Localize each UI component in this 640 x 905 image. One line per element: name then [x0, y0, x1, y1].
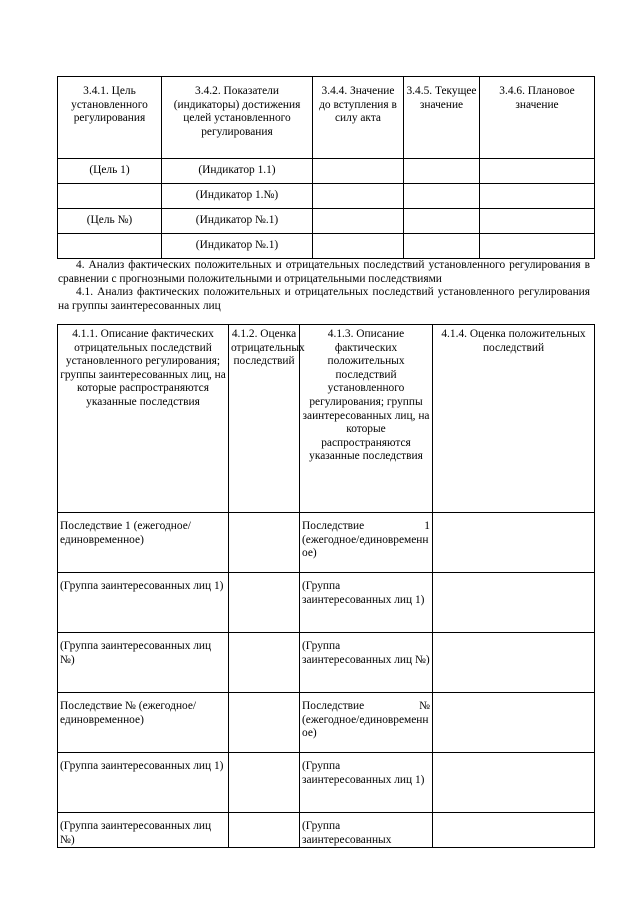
- empty-cell: [433, 513, 595, 573]
- header-cell: 3.4.5. Текущее значение: [404, 77, 480, 159]
- header-cell: 4.1.1. Описание фактических отрицательных последствий установленного регулирования; группы заинтересованных лиц, на которые распространяются указанные последствия: [58, 325, 229, 513]
- table-row: [58, 573, 595, 633]
- negative-cell: (Группа заинтересованных лиц №): [58, 813, 229, 848]
- table-row: [58, 159, 595, 184]
- header-cell: 4.1.2. Оценка отрицательных последствий: [229, 325, 300, 513]
- empty-cell: [229, 573, 300, 633]
- goal-cell: [58, 234, 162, 259]
- positive-cell: (Группа заинтересованных лиц 1): [300, 753, 433, 813]
- goal-cell: (Цель 1): [58, 159, 162, 184]
- indicators-table: [57, 76, 595, 259]
- header-cell: 3.4.1. Цель установленного регулирования: [58, 77, 162, 159]
- empty-cell: [480, 234, 595, 259]
- negative-cell: (Группа заинтересованных лиц 1): [58, 573, 229, 633]
- empty-cell: [313, 159, 404, 184]
- header-cell: 3.4.6. Плановое значение: [480, 77, 595, 159]
- header-cell: 3.4.4. Значение до вступления в силу акта: [313, 77, 404, 159]
- positive-cell: [300, 513, 433, 573]
- empty-cell: [313, 234, 404, 259]
- positive-cell: [300, 693, 433, 753]
- consequence-number: №: [419, 700, 430, 712]
- negative-cell: Последствие № (ежегодное/единовременное): [58, 693, 229, 753]
- table-row: [58, 209, 595, 234]
- table-row: [58, 813, 595, 848]
- empty-cell: [433, 753, 595, 813]
- positive-cell: (Группа заинтересованных лиц №): [300, 633, 433, 693]
- table-row: [58, 753, 595, 813]
- empty-cell: [313, 184, 404, 209]
- empty-cell: [433, 573, 595, 633]
- section-4-1-heading: 4.1. Анализ фактических положительных и отрицательных последствий установленного регулирования на группы заинтересованных лиц: [58, 286, 590, 312]
- empty-cell: [480, 184, 595, 209]
- empty-cell: [433, 693, 595, 753]
- header-cell: 4.1.3. Описание фактических положительных последствий установленного регулирования; группы заинтересованных лиц, на которые распространяются указанные последствия: [300, 325, 433, 513]
- empty-cell: [229, 753, 300, 813]
- section-4-text: [58, 259, 590, 313]
- empty-cell: [229, 813, 300, 848]
- empty-cell: [313, 209, 404, 234]
- indicator-cell: (Индикатор №.1): [162, 209, 313, 234]
- empty-cell: [404, 209, 480, 234]
- goal-cell: [58, 184, 162, 209]
- consequence-label: Последствие: [302, 700, 365, 712]
- positive-cell: (Группа заинтересованных: [300, 813, 433, 848]
- empty-cell: [229, 633, 300, 693]
- consequence-number: 1: [424, 520, 430, 532]
- consequence-type: (ежегодное/единовременное): [302, 533, 429, 560]
- empty-cell: [404, 184, 480, 209]
- negative-cell: Последствие 1 (ежегодное/единовременное): [58, 513, 229, 573]
- negative-cell: (Группа заинтересованных лиц №): [58, 633, 229, 693]
- table-row: [58, 633, 595, 693]
- consequence-label: Последствие: [302, 520, 365, 532]
- positive-cell: (Группа заинтересованных лиц 1): [300, 573, 433, 633]
- table-row: [58, 693, 595, 753]
- empty-cell: [404, 159, 480, 184]
- empty-cell: [229, 513, 300, 573]
- empty-cell: [480, 159, 595, 184]
- table-row: [58, 513, 595, 573]
- indicator-cell: (Индикатор 1.№): [162, 184, 313, 209]
- empty-cell: [433, 633, 595, 693]
- empty-cell: [404, 234, 480, 259]
- empty-cell: [229, 693, 300, 753]
- negative-cell: (Группа заинтересованных лиц 1): [58, 753, 229, 813]
- table-row: [58, 184, 595, 209]
- indicator-cell: (Индикатор 1.1): [162, 159, 313, 184]
- table-row: [58, 234, 595, 259]
- table-header-row: [58, 77, 595, 159]
- section-4-heading: 4. Анализ фактических положительных и отрицательных последствий установленного регулирования в сравнении с прогнозными положительными и отрицательными последствиями: [58, 259, 590, 285]
- goal-cell: (Цель №): [58, 209, 162, 234]
- table-header-row: [58, 325, 595, 513]
- empty-cell: [480, 209, 595, 234]
- indicator-cell: (Индикатор №.1): [162, 234, 313, 259]
- consequences-table: [57, 324, 595, 848]
- consequence-type: (ежегодное/единовременное): [302, 713, 429, 740]
- header-cell: 3.4.2. Показатели (индикаторы) достижения целей установленного регулирования: [162, 77, 313, 159]
- empty-cell: [433, 813, 595, 848]
- header-cell: 4.1.4. Оценка положительных последствий: [433, 325, 595, 513]
